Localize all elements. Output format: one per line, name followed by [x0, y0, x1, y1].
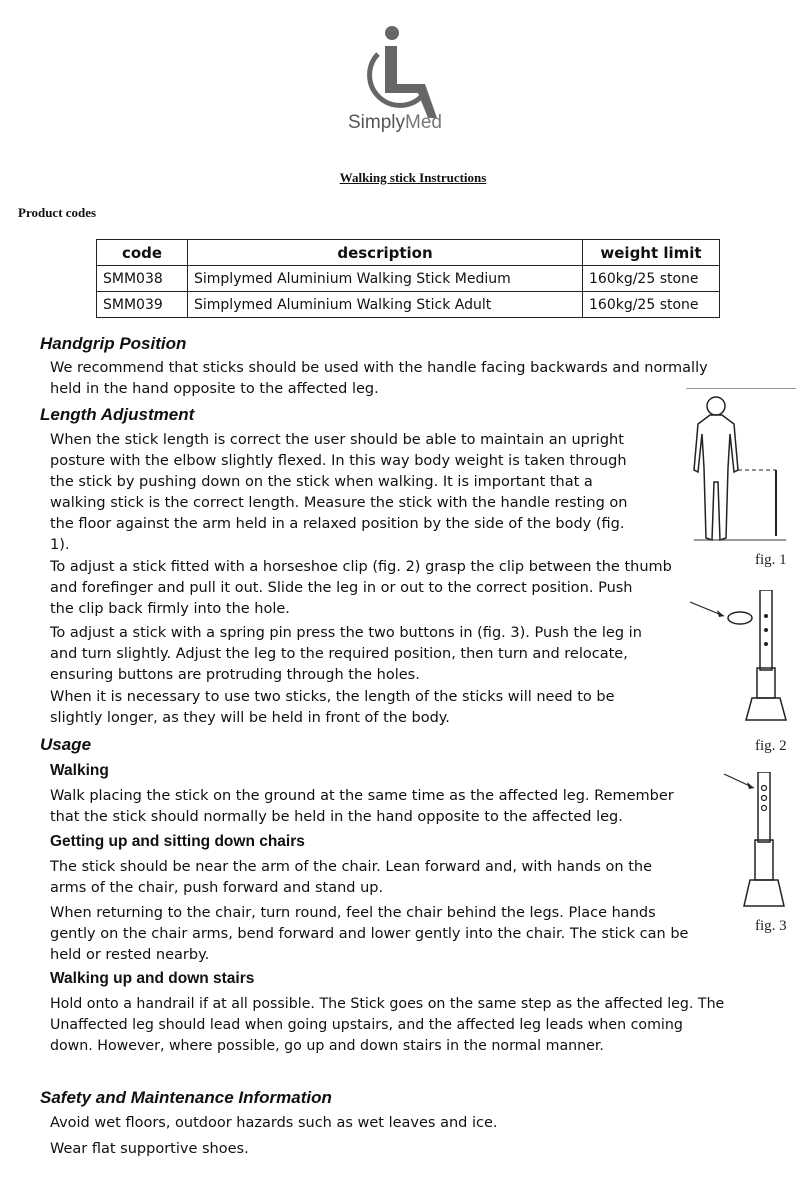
handgrip-text: We recommend that sticks should be used with the handle facing backwards and normally held in the hand opposite to the affected leg.	[50, 360, 708, 397]
length-paragraph-3: To adjust a stick with a spring pin press the two buttons in (fig. 3). Push the leg in and turn slightly. Adjust the leg to the required position, then turn and relocate, ensuring buttons are protruding through the holes.	[50, 625, 642, 683]
figure-1-label: fig. 1	[755, 552, 787, 568]
cell-code: SMM039	[97, 292, 188, 318]
figure-2-horseshoe-clip	[690, 590, 800, 740]
length-paragraph-1: When the stick length is correct the user should be able to maintain an upright posture with the elbow slightly flexed. In this way body weight is taken through the stick by pushing down on the stick when walking. It is important that a walking stick is the correct length. Measure the stick with the handle resting on the floor against the arm held in a relaxed position by the side of the body (fig. 1).	[50, 432, 628, 553]
stairs-text: Hold onto a handrail if at all possible. The Stick goes on the same step as the affected leg. The Unaffected leg should lead when going upstairs, and the affected leg leads when coming down. However, where possible, go up and down stairs in the normal manner.	[50, 996, 725, 1054]
usage-heading: Usage	[40, 735, 92, 754]
stairs-heading: Walking up and down stairs	[50, 970, 255, 987]
walking-heading: Walking	[50, 762, 109, 779]
figure-3-spring-pin	[720, 772, 800, 917]
cell-weight-limit: 160kg/25 stone	[583, 266, 720, 292]
walking-text: Walk placing the stick on the ground at the same time as the affected leg. Remember that the stick should normally be held in the hand opposite to the affected leg.	[50, 788, 674, 825]
cell-code: SMM038	[97, 266, 188, 292]
safety-line-1: Avoid wet floors, outdoor hazards such as wet leaves and ice.	[50, 1115, 498, 1131]
table-row	[97, 292, 720, 318]
chairs-paragraph-2: When returning to the chair, turn round, feel the chair behind the legs. Place hands gently on the chair arms, bend forward and lower gently into the chair. The stick can be held or rested nearby.	[50, 905, 689, 963]
cell-description: Simplymed Aluminium Walking Stick Medium	[188, 266, 583, 292]
product-codes-table	[96, 239, 720, 318]
logo-wordmark: SimplyMed	[348, 112, 442, 133]
column-header-code: code	[97, 240, 188, 266]
table-row	[97, 266, 720, 292]
length-adjustment-heading: Length Adjustment	[40, 405, 195, 424]
length-paragraph-4: When it is necessary to use two sticks, the length of the sticks will need to be slightly longer, as they will be held in front of the body.	[50, 689, 615, 726]
cell-description: Simplymed Aluminium Walking Stick Adult	[188, 292, 583, 318]
figure-2-label: fig. 2	[755, 738, 787, 754]
product-codes-label: Product codes	[18, 205, 97, 220]
figure-1-person-with-stick	[686, 388, 796, 548]
table-header-row	[97, 240, 720, 266]
figure-3-label: fig. 3	[755, 918, 787, 934]
cell-weight-limit: 160kg/25 stone	[583, 292, 720, 318]
column-header-description: description	[188, 240, 583, 266]
chairs-paragraph-1: The stick should be near the arm of the chair. Lean forward and, with hands on the arms of the chair, push forward and stand up.	[50, 859, 653, 896]
document-title: Walking stick Instructions	[339, 170, 487, 185]
length-paragraph-2: To adjust a stick fitted with a horseshoe clip (fig. 2) grasp the clip between the thumb and forefinger and pull it out. Slide the leg in or out to the correct position. Push the clip back firmly into the hole.	[50, 559, 672, 617]
column-header-weight-limit: weight limit	[583, 240, 720, 266]
safety-heading: Safety and Maintenance Information	[40, 1088, 332, 1107]
safety-line-2: Wear flat supportive shoes.	[50, 1141, 249, 1157]
chairs-heading: Getting up and sitting down chairs	[50, 833, 305, 850]
handgrip-heading: Handgrip Position	[40, 334, 187, 353]
